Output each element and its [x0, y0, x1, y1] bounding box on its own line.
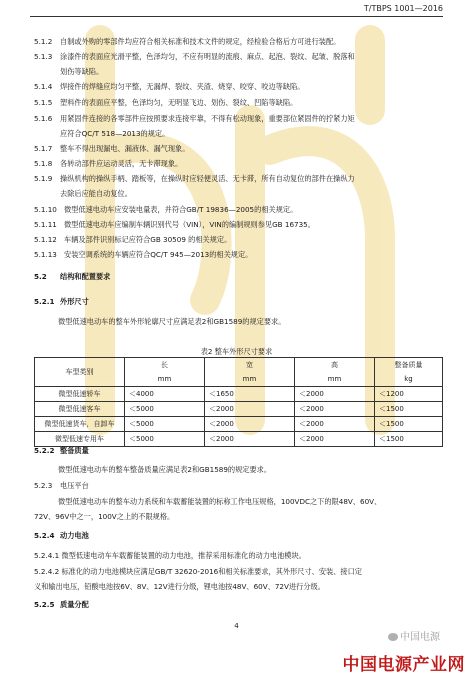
clause-number: 5.1.4	[34, 82, 53, 91]
header-cell: 宽	[205, 358, 295, 373]
clause-number: 5.1.8	[34, 159, 53, 168]
clause-5-1-12	[34, 236, 231, 243]
clause-number: 5.1.2	[34, 37, 53, 46]
table-cell: ＜2000	[205, 432, 295, 447]
section-5-2-1-heading	[34, 298, 89, 305]
clause-5-1-4	[34, 83, 304, 90]
section-5-2-heading	[34, 273, 110, 280]
table-row	[35, 417, 443, 432]
clause-5-1-2	[34, 38, 340, 45]
clause-5-2-4-2	[34, 568, 362, 575]
clause-5-1-9	[34, 175, 355, 182]
table-cell: ＜2000	[295, 417, 375, 432]
table-cell: ＜5000	[125, 417, 205, 432]
section-5-2-3-heading	[34, 482, 89, 489]
header-cell: 长	[125, 358, 205, 373]
table-caption: 表2 整车外形尺寸要求	[200, 347, 273, 356]
header-cell: 高	[295, 358, 375, 373]
clause-number: 5.1.11	[34, 220, 57, 229]
clause-5-1-11	[34, 221, 315, 228]
section-5-2-3-line1: 微型低速电动车的整车动力系统和车载蓄能装置的标称工作电压规格，100VDC之下的限48V、60V、	[58, 497, 382, 506]
clause-text: 自制或外购的零部件均应符合相关标准和技术文件的规定，经检验合格后方可进行装配。	[60, 37, 341, 46]
clause-5-1-6	[34, 115, 355, 122]
table-cell: ＜4000	[125, 387, 205, 402]
header-cell: 整备质量	[375, 358, 443, 373]
clause-number: 5.2.4.2	[34, 567, 60, 576]
table-cell: ＜2000	[295, 432, 375, 447]
section-5-2-1-para: 微型低速电动车的整车外形轮廓尺寸应满足表2和GB1589的规定要求。	[58, 317, 286, 326]
clause-text: 微型低速电动车应安装电量表，并符合GB/T 19836—2005的相关规定。	[64, 205, 298, 214]
clause-number: 5.1.10	[34, 205, 57, 214]
clause-5-1-6-cont: 应符合QC/T 518—2013的规定。	[60, 129, 170, 138]
clause-5-1-5	[34, 99, 297, 106]
section-5-2-4-heading	[34, 532, 89, 539]
wechat-icon	[388, 633, 398, 641]
clause-text: 微型低速电动车车载蓄能装置的动力电池，推荐采用标准化的动力电池模块。	[61, 551, 306, 560]
unit-cell: mm	[125, 372, 205, 387]
table-cell: ＜2000	[295, 387, 375, 402]
table-cell: ＜1500	[375, 402, 443, 417]
clause-5-1-10	[34, 206, 297, 213]
clause-number: 5.1.7	[34, 144, 53, 153]
clause-text: 各转动部件应运动灵活，无卡滞现象。	[60, 159, 183, 168]
section-number: 5.2	[34, 272, 47, 281]
section-number: 5.2.5	[34, 600, 55, 609]
unit-cell: mm	[205, 372, 295, 387]
clause-number: 5.1.12	[34, 235, 57, 244]
section-number: 5.2.4	[34, 531, 55, 540]
clause-5-1-8	[34, 160, 182, 167]
section-number: 5.2.1	[34, 297, 55, 306]
table-cell: 微型低速客车	[35, 402, 125, 417]
table-header-row	[35, 358, 443, 373]
table-cell: ＜1200	[375, 387, 443, 402]
clause-number: 5.1.6	[34, 114, 53, 123]
table-cell: ＜1500	[375, 432, 443, 447]
table-cell: ＜5000	[125, 402, 205, 417]
clause-5-1-3-cont: 划伤等缺陷。	[60, 67, 104, 76]
clause-text: 操纵机构的操纵手柄、踏板等，在操纵时应轻便灵活、无卡滞，所有自动复位的部件在操纵力	[60, 174, 355, 183]
brand-watermark: 中国电源产业网	[342, 655, 465, 675]
clause-5-1-9-cont: 去除后应能自动复位。	[60, 189, 132, 198]
unit-cell: mm	[295, 372, 375, 387]
table-cell: ＜1500	[375, 417, 443, 432]
clause-text: 涂漆件的表面应光滑平整，色泽均匀，不应有明显的流痕、麻点、起泡、裂纹、起皱、脱落和	[60, 52, 355, 61]
table-cell: 微型低速专用车	[35, 432, 125, 447]
clause-text: 标准化的动力电池模块应满足GB/T 32620-2016和相关标准要求，其外形尺寸、安装、接口定	[61, 567, 362, 576]
unit-cell: kg	[375, 372, 443, 387]
section-title: 外形尺寸	[60, 297, 89, 306]
section-5-2-5-heading	[34, 601, 89, 608]
clause-5-1-3	[34, 53, 355, 60]
clause-text: 车辆及部件识别标记应符合GB 30509 的相关规定。	[64, 235, 232, 244]
dimensions-table	[34, 357, 443, 447]
section-5-2-2-para: 微型低速电动车的整车整备质量应满足表2和GB1589的规定要求。	[58, 465, 272, 474]
clause-text: 用紧固件连接的各零部件应按照要求连接牢靠，不得有松动现象，重要部位紧固件的拧紧力矩	[60, 114, 355, 123]
section-number: 5.2.2	[34, 446, 55, 455]
table-row	[35, 432, 443, 447]
clause-5-1-7	[34, 145, 189, 152]
clause-text: 整车不得出现漏电、漏液体、漏气现象。	[60, 144, 190, 153]
clause-5-2-4-1	[34, 552, 306, 559]
table-cell: ＜5000	[125, 432, 205, 447]
table-cell: 微型低速轿车	[35, 387, 125, 402]
section-5-2-3-line2: 72V、96V中之一，100V之上的不限规格。	[34, 512, 175, 521]
clause-5-1-13	[34, 251, 252, 258]
section-title: 电压平台	[60, 481, 89, 490]
section-number: 5.2.3	[34, 481, 53, 490]
table-cell: 微型低速货车，自卸车	[35, 417, 125, 432]
clause-number: 5.2.4.1	[34, 551, 60, 560]
clause-text: 微型低速电动车应编制车辆识别代号（VIN），VIN的编制规则参见GB 16735。	[64, 220, 315, 229]
clause-number: 5.1.3	[34, 52, 53, 61]
section-title: 动力电池	[60, 531, 89, 540]
clause-text: 塑料件的表面应平整，色泽均匀，无明显飞边、划伤、裂纹、凹陷等缺陷。	[60, 98, 298, 107]
table-row	[35, 387, 443, 402]
section-title: 结构和配置要求	[60, 272, 111, 281]
clause-number: 5.1.13	[34, 250, 57, 259]
clause-number: 5.1.5	[34, 98, 53, 107]
clause-text: 焊接件的焊缝应均匀平整，无漏焊、裂纹、夹渣、烧穿、咬穿、咬边等缺陷。	[60, 82, 305, 91]
table-cell: ＜2000	[295, 402, 375, 417]
header-cell: 车型类别	[35, 358, 125, 387]
table-cell: ＜2000	[205, 417, 295, 432]
wechat-label: 中国电源	[400, 632, 440, 643]
table-cell: ＜1650	[205, 387, 295, 402]
section-title: 整备质量	[60, 446, 89, 455]
section-title: 质量分配	[60, 600, 89, 609]
header-rule	[30, 16, 443, 17]
table-row	[35, 402, 443, 417]
clause-number: 5.1.9	[34, 174, 53, 183]
document-id: T/TBPS 1001—2016	[363, 4, 443, 13]
section-5-2-2-heading	[34, 447, 89, 454]
table-cell: ＜2000	[205, 402, 295, 417]
clause-text: 安装空调系统的车辆应符合QC/T 945—2013的相关规定。	[64, 250, 253, 259]
clause-5-2-4-2-cont: 义和输出电压，铅酸电池按6V、8V、12V进行分级，锂电池按48V、60V、72V进行分级。	[34, 582, 325, 591]
page-number: 4	[234, 622, 239, 630]
wechat-watermark	[388, 628, 440, 643]
